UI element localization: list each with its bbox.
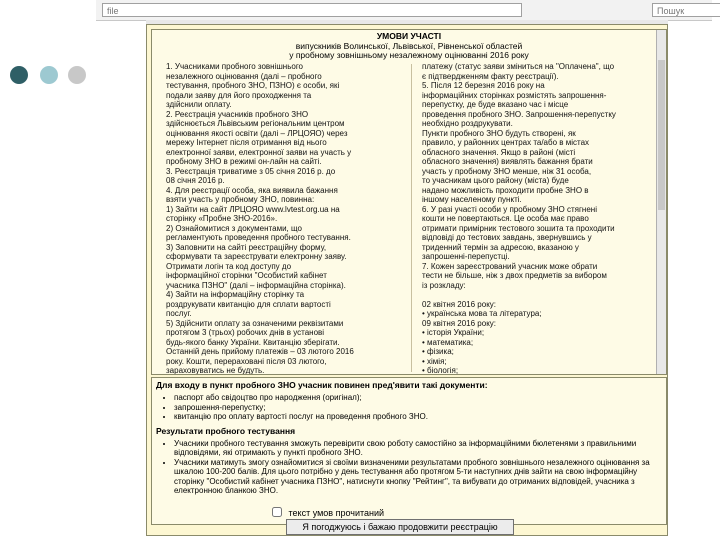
- search-box[interactable]: Пошук: [652, 3, 720, 17]
- title-line-1: УМОВИ УЧАСТІ: [376, 31, 442, 41]
- dot-light-teal: [40, 66, 58, 84]
- conditions-title: [152, 32, 666, 61]
- documents-list: [160, 393, 666, 422]
- list-item: • паспорт або свідоцтво про народження (оригінал);: [174, 393, 666, 403]
- list-item: • квитанцію про оплату вартості послуг на проведення пробного ЗНО.: [174, 412, 666, 422]
- browser-toolbar: [96, 0, 712, 21]
- agree-continue-button[interactable]: Я погоджуюсь і бажаю продовжити реєстрацію: [286, 519, 514, 535]
- vertical-scrollbar[interactable]: [656, 30, 667, 374]
- registration-page: [146, 24, 668, 536]
- title-line-3: у пробному зовнішньому незалежному оцінюванні 2016 року: [289, 50, 529, 60]
- results-list: [160, 439, 666, 496]
- dot-gray: [68, 66, 86, 84]
- scrollbar-thumb[interactable]: [658, 60, 665, 210]
- list-item: • запрошення-перепустку;: [174, 403, 666, 413]
- dot-dark: [10, 66, 28, 84]
- terms-read-checkbox[interactable]: [272, 507, 282, 517]
- title-line-2: випускників Волинської, Львівської, Рівненської областей: [295, 40, 523, 51]
- terms-read-label: текст умов прочитаний: [288, 508, 385, 518]
- conditions-columns: [152, 62, 666, 374]
- left-column-text: 1. Учасниками пробного зовнішнього незалежного оцінювання (далі – пробного тестування, пробного ЗНО, ПЗНО) є особи, які подали заяву для його проходження та здійснили оплату. 2. Реєстрація учасників пробного ЗНО здійснюється Львівським регіональним центром оцінювання якості освіти (далі – ЛРЦОЯО) через мережу Інтернет після отримання від нього електронної заяви, електронної заяви на участь у пробному ЗНО в режимі он-лайн на сайті. 3. Реєстрація триватиме з 05 січня 2016 р. до 08 січня 2016 р. 4. Для реєстрації особа, яка виявила бажання взяти участь у пробному ЗНО, повинна: 1) Зайти на сайт ЛРЦОЯО www.lvtest.org.ua на сторінку «Пробне ЗНО-2016». 2) Ознайомитися з документами, що регламентують проведення пробного тестування. 3) Заповнити на сайті реєстраційну форму, сформувати та зареєструвати електронну заяву. Отримати логін та код доступу до інформаційної сторінки "Особистий кабінет учасника ПЗНО" (далі – інформаційна сторінка). 4) Зайти на інформаційну сторінку та роздрукувати квитанцію для сплати вартості послуг. 5) Здійснити оплату за означеними реквізитами протягом 3 (трьох) робочих днів в установі будь-якого банку України. Квитанцію зберігати. Останній день прийому платежів – 03 лютого 2016 року. Кошти, перераховані після 03 лютого, зараховуватись не будуть.: [166, 62, 354, 375]
- terms-read-checkbox-row[interactable]: [272, 507, 384, 518]
- results-heading: Результати пробного тестування: [156, 425, 296, 436]
- slide-dots: [10, 66, 94, 86]
- conditions-frame: [151, 29, 667, 375]
- address-bar[interactable]: file: [102, 3, 522, 17]
- list-item: • Учасники пробного тестування зможуть перевірити свою роботу самостійно за інформаційними бюлетенями з правильними відповідями, які отримають у пункті пробного ЗНО.: [174, 439, 666, 458]
- documents-panel: [151, 377, 667, 525]
- documents-heading: Для входу в пункт пробного ЗНО учасник повинен пред'явити такі документи:: [156, 380, 488, 390]
- right-column-text: платежу (статус заяви зміниться на "Оплачена", що є підтвердженням факту реєстрації). 5. Після 12 березня 2016 року на інформаційних сторінках розмістять запрошення- перепустку, де буде вказано час і місце проведення пробного ЗНО. Запрошення-перепустку необхідно роздрукувати. Пункти пробного ЗНО будуть створені, як правило, у районних центрах та/або в містах обласного значення. Якщо в районі (місті обласного значення) виявлять бажання брати участь у пробному ЗНО менше, ніж 31 особа, то учасникам цього району (міста) буде надано можливість проходити пробне ЗНО в іншому населеному пункті. 6. У разі участі особи у пробному ЗНО стягнені кошти не повертаються. Це особа має право отримати примірник тестового зошита та проходити відповіді до тестових завдань, звернувшись у триденний термін за адресою, вказаною у запрошенні-перепустці. 7. Кожен зареєстрований учасник може обрати тести не більше, ніж з двох предметів за вибором із розкладу: 02 квітня 2016 року: • українська мова та література; 09 квітня 2016 року: • історія України; • математика; • фізика; • хімія; • біологія;: [422, 62, 616, 375]
- list-item: • Учасники матимуть змогу ознайомитися зі своїми визначеними результатами пробного зовнішнього незалежного оцінювання за шкалою 100-200 балів. Для цього потрібно у день тестування або протягом 5-ти наступних днів зайти на свою інформаційну сторінку "Особистий кабінет учасника ПЗНО", натиснути кнопку "Рейтинг", та вибувати до отриманих відповідей, учасника з електронною бланкою ЗНО.: [174, 458, 666, 496]
